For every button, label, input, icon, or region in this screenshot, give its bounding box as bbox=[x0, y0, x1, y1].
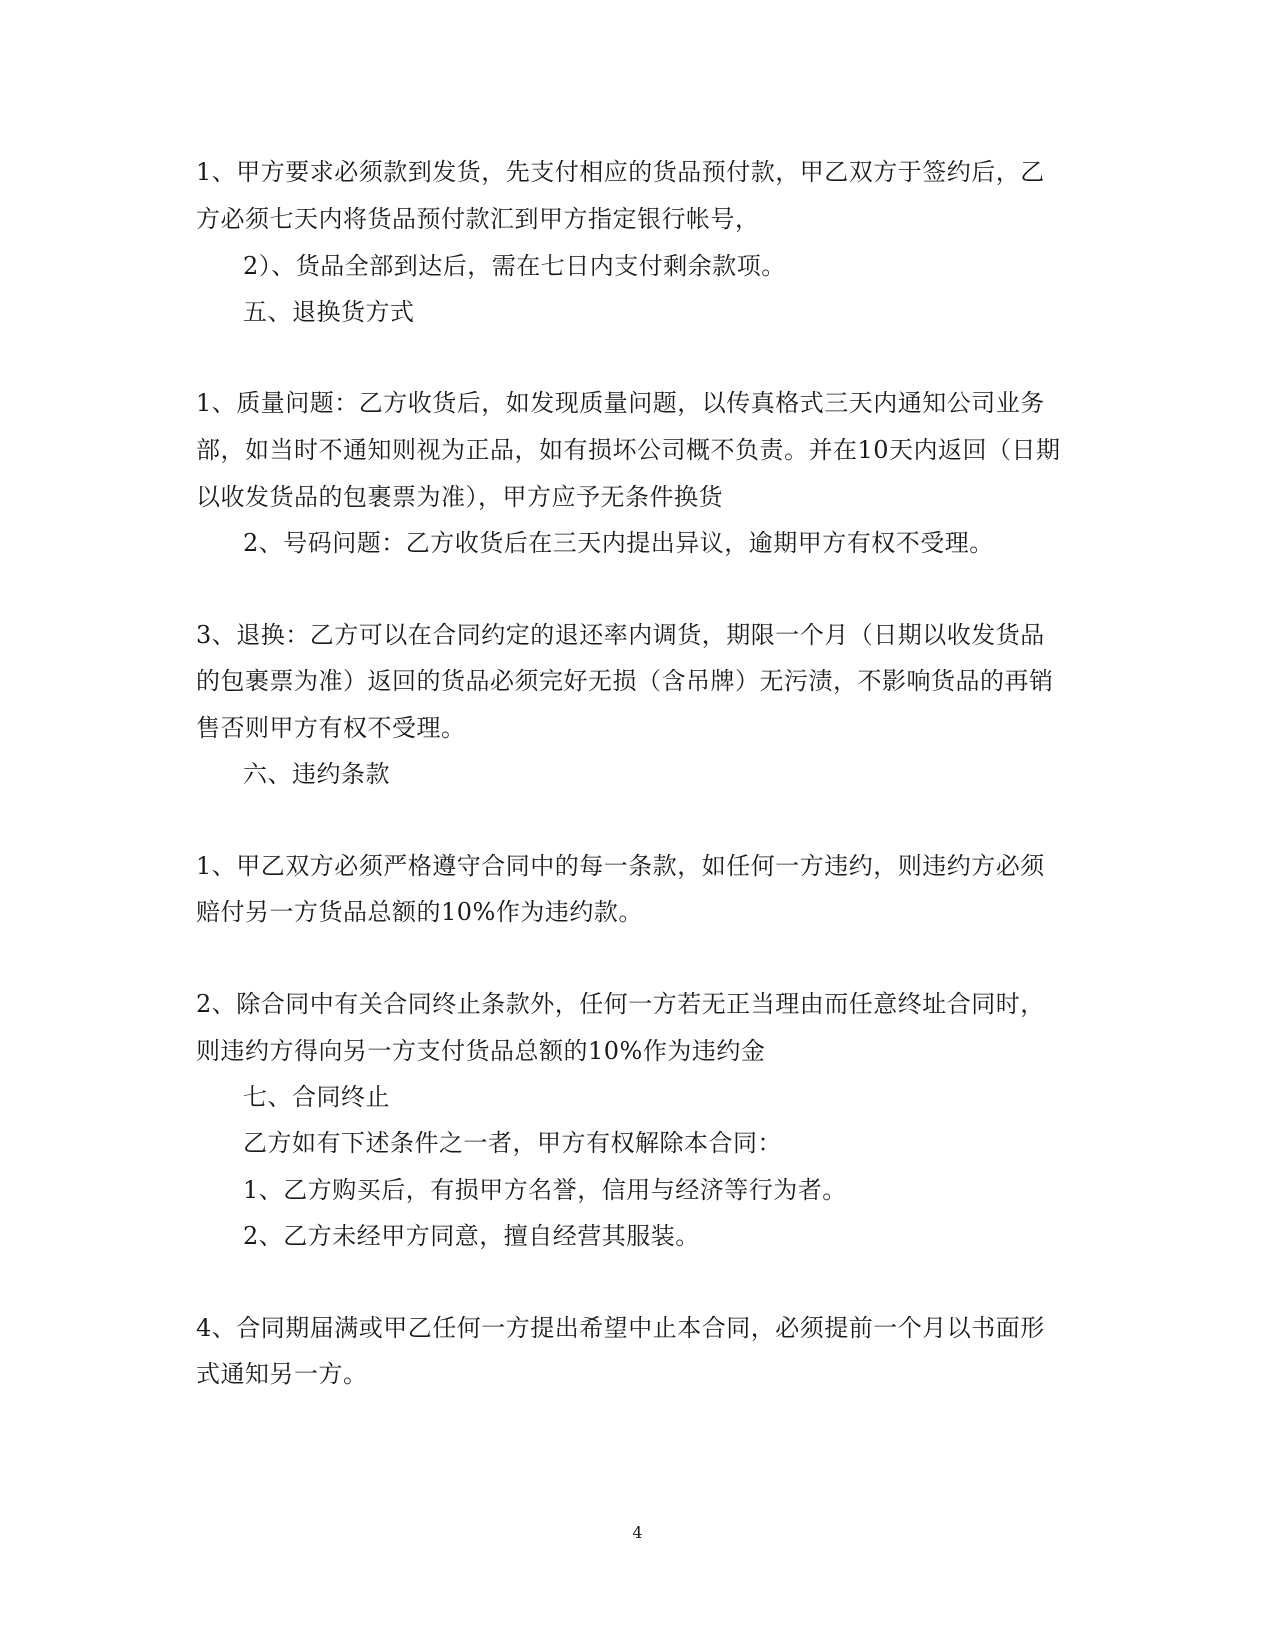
paragraph-line: 则违约方得向另一方支付货品总额的10%作为违约金 bbox=[196, 1037, 766, 1065]
paragraph-line: 方必须七天内将货品预付款汇到甲方指定银行帐号， bbox=[196, 205, 760, 233]
paragraph-line: 2、乙方未经甲方同意，擅自经营其服装。 bbox=[243, 1222, 700, 1250]
section-heading: 六、违约条款 bbox=[243, 760, 390, 788]
page-number: 4 bbox=[632, 1523, 643, 1542]
paragraph-line: 1、乙方购买后，有损甲方名誉，信用与经济等行为者。 bbox=[243, 1176, 847, 1204]
paragraph-line: 2、除合同中有关合同终止条款外，任何一方若无正当理由而任意终址合同时， bbox=[196, 990, 1045, 1018]
paragraph-line: 乙方如有下述条件之一者，甲方有权解除本合同： bbox=[243, 1129, 782, 1157]
paragraph-line: 2、号码问题：乙方收货后在三天内提出异议，逾期甲方有权不受理。 bbox=[243, 529, 994, 557]
paragraph-line: 3、退换：乙方可以在合同约定的退还率内调货，期限一个月（日期以收发货品 bbox=[196, 621, 1045, 649]
paragraph-line: 1、甲乙双方必须严格遵守合同中的每一条款，如任何一方违约，则违约方必须 bbox=[196, 852, 1045, 880]
paragraph-line: 以收发货品的包裹票为准），甲方应予无条件换货 bbox=[196, 483, 723, 511]
paragraph-line: 1、质量问题：乙方收货后，如发现质量问题，以传真格式三天内通知公司业务 bbox=[196, 389, 1045, 417]
paragraph-line: 1、甲方要求必须款到发货，先支付相应的货品预付款，甲乙双方于签约后，乙 bbox=[196, 158, 1045, 186]
paragraph-line: 式通知另一方。 bbox=[196, 1360, 368, 1388]
paragraph-line: 2）、货品全部到达后，需在七日内支付剩余款项。 bbox=[243, 252, 786, 280]
paragraph-line: 4、合同期届满或甲乙任何一方提出希望中止本合同，必须提前一个月以书面形 bbox=[196, 1314, 1045, 1342]
paragraph-line: 部，如当时不通知则视为正品，如有损坏公司概不负责。并在10天内返回（日期 bbox=[196, 436, 1061, 464]
section-heading: 七、合同终止 bbox=[243, 1083, 390, 1111]
paragraph-line: 的包裹票为准）返回的货品必须完好无损（含吊牌）无污渍，不影响货品的再销 bbox=[196, 667, 1054, 695]
paragraph-line: 赔付另一方货品总额的10%作为违约款。 bbox=[196, 898, 643, 926]
paragraph-line: 售否则甲方有权不受理。 bbox=[196, 714, 466, 742]
section-heading: 五、退换货方式 bbox=[243, 298, 415, 326]
